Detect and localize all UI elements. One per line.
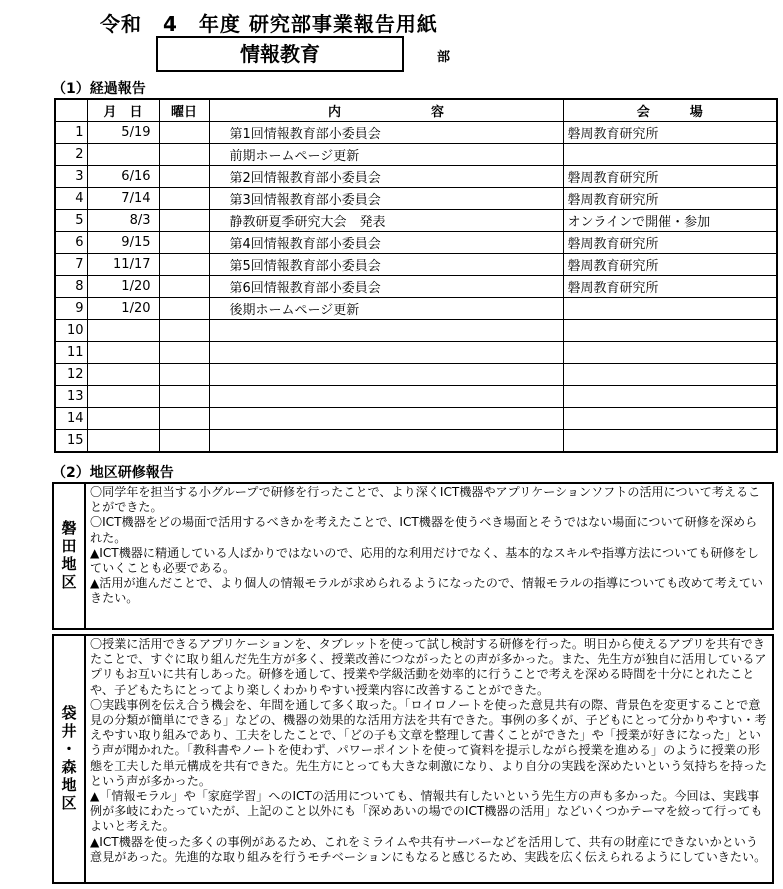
row-venue	[563, 144, 777, 166]
district-report-fukuroi-mori	[52, 634, 774, 884]
row-content: 前期ホームページ更新	[209, 144, 563, 166]
district-report-text	[86, 484, 772, 628]
table-row	[55, 342, 777, 364]
column-header-weekday: 曜日	[159, 99, 209, 122]
row-date	[87, 430, 159, 453]
row-number: 5	[55, 210, 87, 232]
row-number: 12	[55, 364, 87, 386]
row-content: 静教研夏季研究大会 発表	[209, 210, 563, 232]
row-number: 15	[55, 430, 87, 453]
row-venue	[563, 408, 777, 430]
progress-table-body	[55, 122, 777, 453]
row-content: 第2回情報教育部小委員会	[209, 166, 563, 188]
row-venue	[563, 430, 777, 453]
row-venue	[563, 386, 777, 408]
row-date	[87, 342, 159, 364]
table-row	[55, 210, 777, 232]
row-date: 7/14	[87, 188, 159, 210]
row-weekday	[159, 408, 209, 430]
row-content: 第3回情報教育部小委員会	[209, 188, 563, 210]
row-date	[87, 386, 159, 408]
row-number: 14	[55, 408, 87, 430]
column-header-date: 月 日	[87, 99, 159, 122]
district-report-text	[86, 636, 772, 882]
report-paragraph: ▲ICT機器に精通している人ばかりではないので、応用的な利用だけでなく、基本的なスキルや指導方法についても研修をしていくことも必要である。	[90, 545, 759, 576]
table-row	[55, 166, 777, 188]
district-name: 磐田地区	[54, 484, 86, 628]
row-content: 第1回情報教育部小委員会	[209, 122, 563, 144]
table-row	[55, 144, 777, 166]
table-row	[55, 408, 777, 430]
row-number: 9	[55, 298, 87, 320]
row-weekday	[159, 430, 209, 453]
row-weekday	[159, 276, 209, 298]
table-row	[55, 386, 777, 408]
row-content: 第4回情報教育部小委員会	[209, 232, 563, 254]
row-weekday	[159, 166, 209, 188]
column-header-content: 内容	[209, 99, 563, 122]
row-venue: 磐周教育研究所	[563, 232, 777, 254]
row-number: 2	[55, 144, 87, 166]
department-suffix: 部	[437, 50, 451, 65]
table-row	[55, 122, 777, 144]
report-paragraph: 〇ICT機器をどの場面で活用するべきかを考えたことで、ICT機器を使うべき場面とそうではない場面について研修を深められた。	[90, 515, 758, 545]
row-venue: 磐周教育研究所	[563, 188, 777, 210]
row-venue: 磐周教育研究所	[563, 166, 777, 188]
report-paragraph: ▲活用が進んだことで、より個人の情報モラルが求められるようになったので、情報モラルの指導についても改めて考えていきたい。	[90, 576, 764, 606]
table-row	[55, 254, 777, 276]
row-weekday	[159, 298, 209, 320]
report-paragraph: 〇同学年を担当する小グループで研修を行ったことで、より深くICT機器やアプリケーションソフトの活用について考えることができた。	[90, 485, 761, 515]
row-venue	[563, 364, 777, 386]
row-number: 7	[55, 254, 87, 276]
row-weekday	[159, 210, 209, 232]
section-title-progress: （1）経過報告	[52, 81, 146, 97]
row-weekday	[159, 232, 209, 254]
row-content: 第5回情報教育部小委員会	[209, 254, 563, 276]
row-weekday	[159, 342, 209, 364]
row-date: 11/17	[87, 254, 159, 276]
row-number: 1	[55, 122, 87, 144]
row-content	[209, 364, 563, 386]
department-name-box: 情報教育	[156, 36, 404, 72]
row-number: 8	[55, 276, 87, 298]
section-title-district: （2）地区研修報告	[52, 465, 174, 481]
report-paragraph: ▲ICT機器を使った多くの事例があるため、これをミライムや共有サーバーなどを活用して、共有の財産にできないかという意見があった。先進的な取り組みを行うモチベーションにもなると感じるため、実践を広く伝えられるようにしていきたい。	[90, 834, 767, 864]
row-date: 6/16	[87, 166, 159, 188]
row-date	[87, 320, 159, 342]
table-row	[55, 364, 777, 386]
row-date	[87, 144, 159, 166]
report-paragraph: 〇実践事例を伝え合う機会を、年間を通して多く取った。「ロイロノートを使った意見共有の際、背景色を変更することで意見の分類が簡単にできる」などの、機器の効果的な活用方法を共有できた。事例の多くが、子どもにとって分かりやすい・考えやすい取り組みであり、工夫をしたことで、「どの子も文章を整理して書くことができた」や「授業が好きになった」という声が聞かれた。「教科書やノートを使わず、パワーポイントを使って資料を提示しながら授業を進める」のように授業の形態を工夫した単元構成を共有できた。先生方にとっても大きな刺激になり、より自分の実践を深めたいという気持ちを持ったという声が多かった。	[90, 697, 768, 788]
row-date	[87, 408, 159, 430]
district-name: 袋井・森地区	[54, 636, 86, 882]
row-content: 第6回情報教育部小委員会	[209, 276, 563, 298]
table-row	[55, 430, 777, 453]
row-venue: オンラインで開催・参加	[563, 210, 777, 232]
progress-table	[54, 98, 778, 453]
row-number: 11	[55, 342, 87, 364]
report-paragraph: 〇授業に活用できるアプリケーションを、タブレットを使って試し検討する研修を行った。明日から使えるアプリを共有できたことで、すぐに取り組んだ先生方が多く、授業改善につながったとの声が多かった。また、先生方が独自に活用しているアプリもお互いに共有しあった。研修を通して、授業や学級活動を効率的に行うことで考えを深める時間を十分にとれたことや、子どもたちにとってより楽しくわかりやすい授業内容に改善することができた。	[90, 637, 767, 697]
report-paragraph: ▲「情報モラル」や「家庭学習」へのICTの活用についても、情報共有したいという先生方の声も多かった。今回は、実践事例が多岐にわたっていたが、上記のこと以外にも「深めあいの場でのICT機器の活用」などいくつかテーマを絞って行ってもよいと考えた。	[90, 789, 763, 834]
table-row	[55, 188, 777, 210]
row-content: 後期ホームページ更新	[209, 298, 563, 320]
row-weekday	[159, 122, 209, 144]
row-venue	[563, 298, 777, 320]
table-row	[55, 298, 777, 320]
row-date: 1/20	[87, 298, 159, 320]
row-date	[87, 364, 159, 386]
row-weekday	[159, 320, 209, 342]
row-weekday	[159, 254, 209, 276]
row-date: 8/3	[87, 210, 159, 232]
table-header-row	[55, 99, 777, 122]
table-row	[55, 232, 777, 254]
row-weekday	[159, 386, 209, 408]
row-number: 6	[55, 232, 87, 254]
row-date: 5/19	[87, 122, 159, 144]
row-date: 9/15	[87, 232, 159, 254]
row-venue	[563, 342, 777, 364]
row-date: 1/20	[87, 276, 159, 298]
row-content	[209, 430, 563, 453]
row-venue: 磐周教育研究所	[563, 122, 777, 144]
column-header-no	[55, 99, 87, 122]
row-number: 4	[55, 188, 87, 210]
row-venue: 磐周教育研究所	[563, 254, 777, 276]
column-header-venue: 会場	[563, 99, 777, 122]
row-number: 3	[55, 166, 87, 188]
row-content	[209, 320, 563, 342]
row-content	[209, 342, 563, 364]
row-number: 13	[55, 386, 87, 408]
district-report-iwata	[52, 482, 774, 630]
row-venue	[563, 320, 777, 342]
row-number: 10	[55, 320, 87, 342]
row-venue: 磐周教育研究所	[563, 276, 777, 298]
row-content	[209, 386, 563, 408]
row-content	[209, 408, 563, 430]
row-weekday	[159, 188, 209, 210]
table-row	[55, 276, 777, 298]
row-weekday	[159, 364, 209, 386]
table-row	[55, 320, 777, 342]
row-weekday	[159, 144, 209, 166]
form-title: 令和 4 年度 研究部事業報告用紙	[100, 12, 438, 36]
